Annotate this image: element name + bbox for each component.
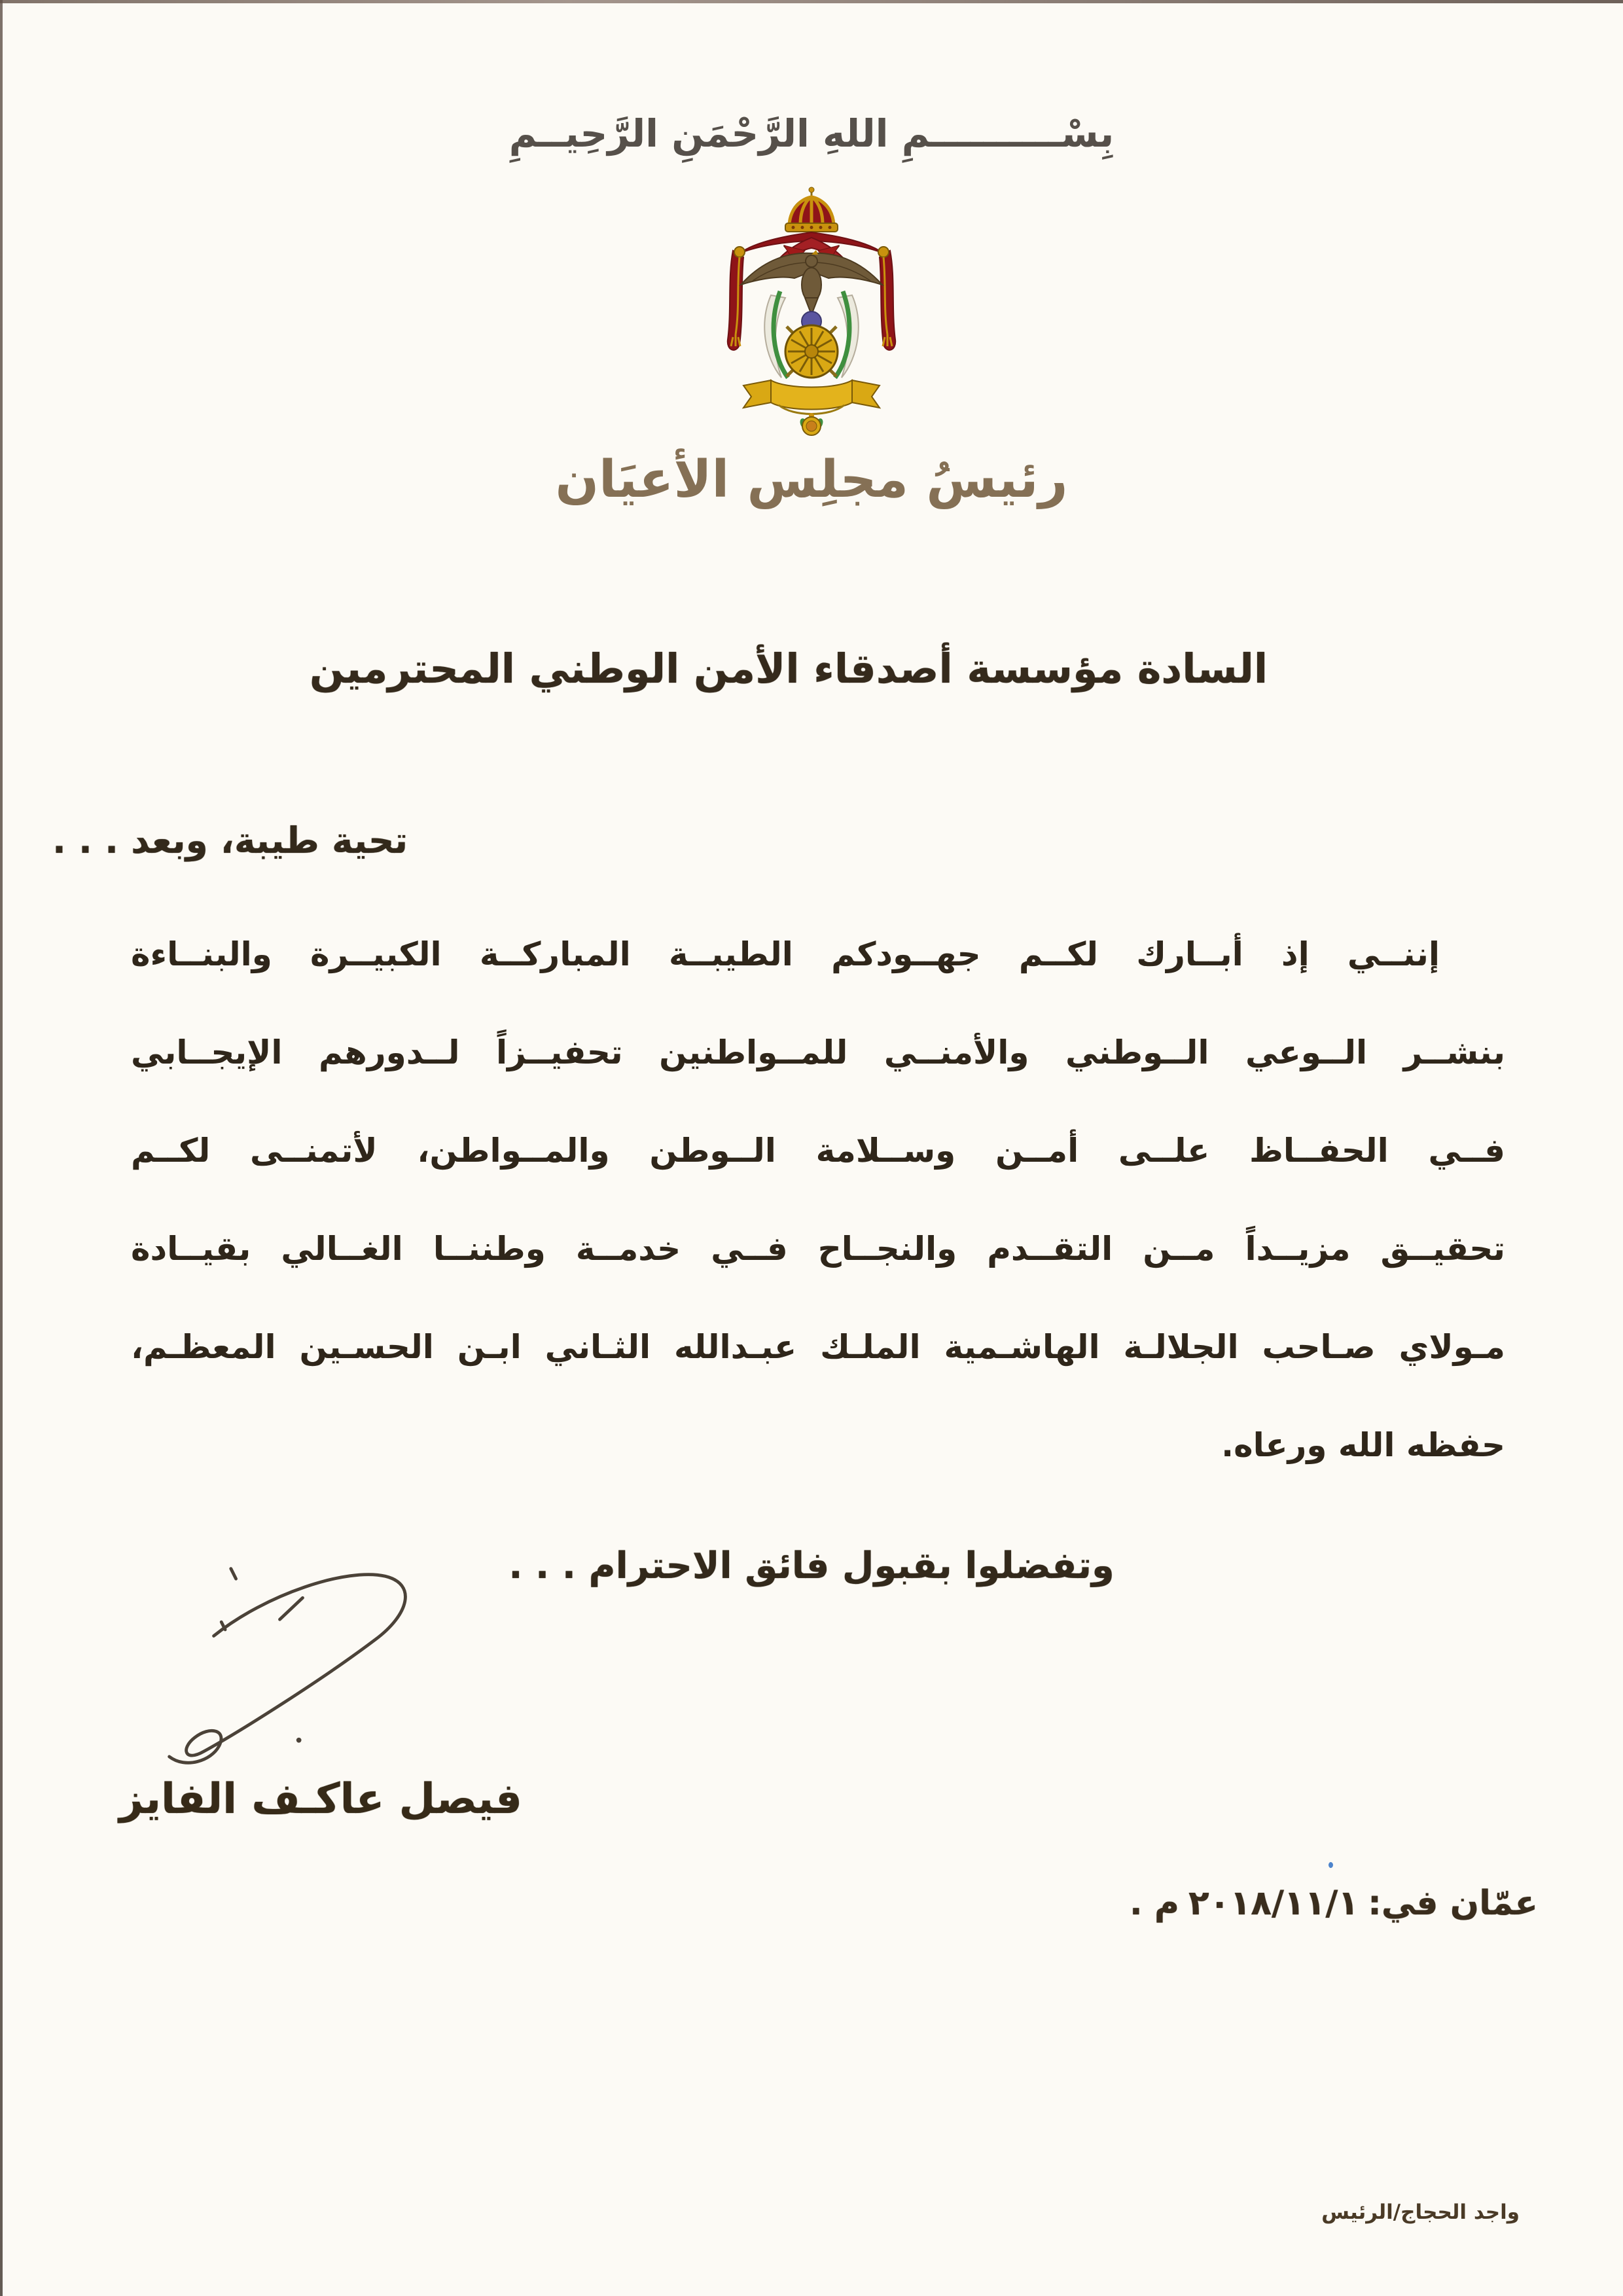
addressee-line: السادة مؤسسة أصدقاء الأمن الوطني المحترمين: [309, 645, 1268, 692]
body-line: حفظه الله ورعاه.: [1221, 1426, 1505, 1464]
crown-icon: [785, 187, 838, 232]
date-value: ٢٠١٨/١١/١: [1188, 1884, 1359, 1923]
ink-speck: [1329, 1862, 1333, 1868]
scan-edge-left: [0, 0, 3, 2296]
body-line: تحقيــق مزيــداً مــن التقــدم والنجــاح فــي خدمــة وطننــا الغــالي بقيــادة: [131, 1230, 1505, 1268]
body-line: بنشــر الــوعي الــوطني والأمنــي للمــواطنين تحفيــزاً لــدورهم الإيجــابي: [131, 1033, 1505, 1071]
signature-scribble: [128, 1561, 455, 1777]
date-line: [1130, 1884, 1538, 1923]
bismillah-calligraphy: بِسْــــــــــمِ اللهِ الرَّحْمَنِ الرَّحِيــمِ: [508, 111, 1115, 156]
body-line: مـولاي صـاحب الجلالـة الهاشـمية الملـك عبـدالله الثـاني ابـن الحسـين المعظـم،: [131, 1328, 1505, 1366]
body-line: إننــي إذ أبــارك لكــم جهــودكم الطيبــة المباركــة الكبيــرة والبنــاءة: [131, 935, 1440, 973]
scan-edge-top: [0, 0, 1623, 3]
office-title-calligraphy: رئيسُ مجلِس الأعيَان: [555, 450, 1068, 509]
eagle-icon: [741, 250, 882, 315]
jordan-coat-of-arms: [713, 185, 910, 447]
letter-body: [131, 915, 1505, 1504]
closing-line: وتفضلوا بقبول فائق الاحترام . . .: [508, 1545, 1115, 1587]
footer-reference-note: واجد الحجاج/الرئيس: [1321, 2200, 1520, 2224]
greeting-line: تحية طيبة، وبعد . . .: [52, 819, 408, 861]
sun-shield: [785, 325, 838, 378]
signer-name: فيصل عاكـف الفايز: [119, 1775, 522, 1823]
banner-ribbon: [743, 380, 880, 410]
date-label: عمّان في:: [1368, 1884, 1538, 1923]
body-line: فــي الحفــاظ علــى أمــن وســلامة الــوطن والمــواطن، لأتمنــى لكــم: [131, 1132, 1505, 1170]
date-suffix: م .: [1130, 1884, 1179, 1923]
